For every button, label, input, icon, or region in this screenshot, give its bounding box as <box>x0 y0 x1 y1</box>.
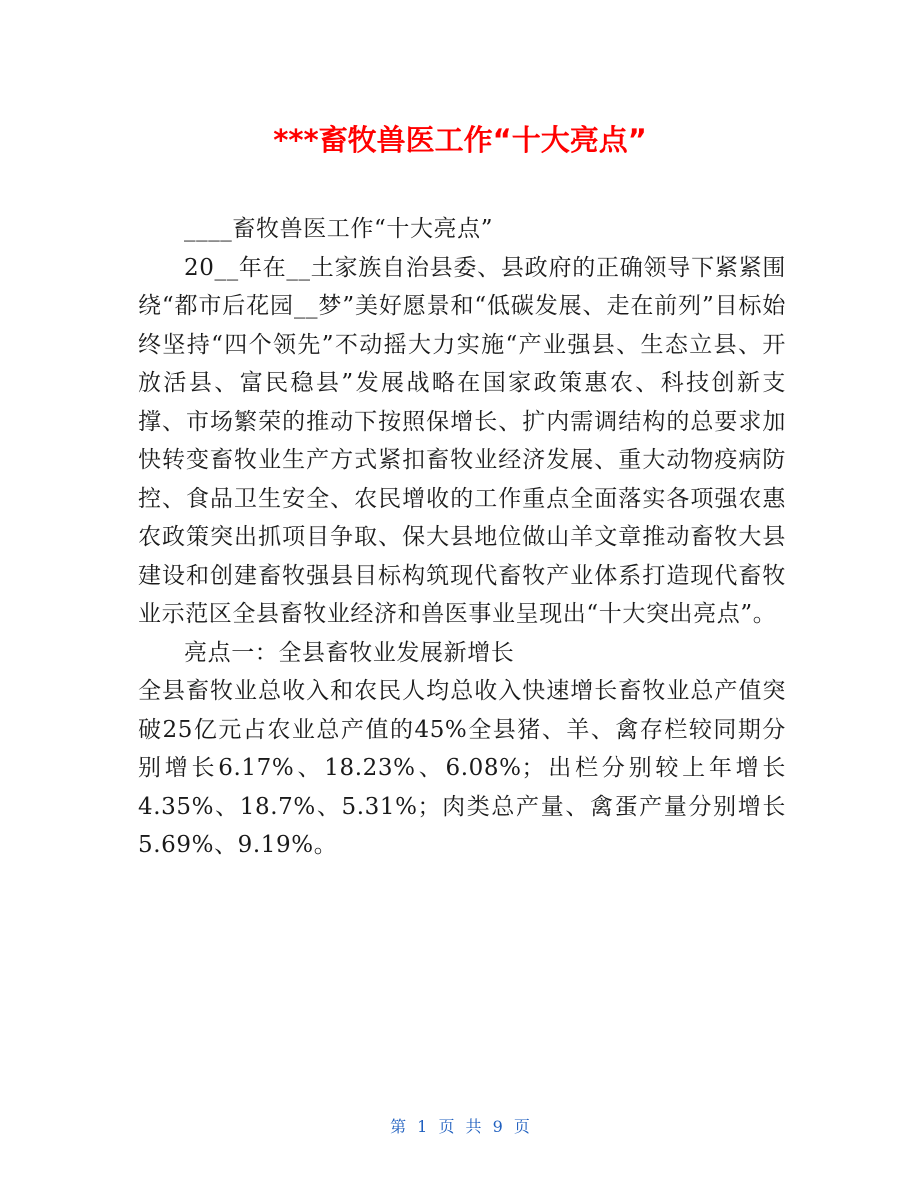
subtitle: ____畜牧兽医工作“十大亮点” <box>184 216 494 242</box>
intro-paragraph: 20__年在__土家族自治县委、县政府的正确领导下紧紧围绕“都市后花园__梦”美好愿景和“低碳发展、走在前列”目标始终坚持“四个领先”不动摇大力实施“产业强县、生态立县、开放活县、富民稳县”发展战略在国家政策惠农、科技创新支撑、市场繁荣的推动下按照保增长、扩内需调结构的总要求加快转变畜牧业生产方式紧扣畜牧业经济发展、重大动物疫病防控、食品卫生安全、农民增收的工作重点全面落实各项强农惠农政策突出抓项目争取、保大县地位做山羊文章推动畜牧大县建设和创建畜牧强县目标构筑现代畜牧产业体系打造现代畜牧业示范区全县畜牧业经济和兽医事业呈现出“十大突出亮点”。 <box>138 254 786 627</box>
document-title: ***畜牧兽医工作“十大亮点” <box>273 123 647 157</box>
document-body <box>138 210 786 865</box>
highlight-1-heading: 亮点一：全县畜牧业发展新增长 <box>184 639 515 666</box>
highlight-1-body: 全县畜牧业总收入和农民人均总收入快速增长畜牧业总产值突破25亿元占农业总产值的45%全县猪、羊、禽存栏较同期分别增长6.17%、18.23%、6.08%；出栏分别较上年增长4.35%、18.7%、5.31%；肉类总产量、禽蛋产量分别增长5.69%、9.19%。 <box>138 678 786 858</box>
page-number: 第 1 页 共 9 页 <box>390 1117 530 1136</box>
